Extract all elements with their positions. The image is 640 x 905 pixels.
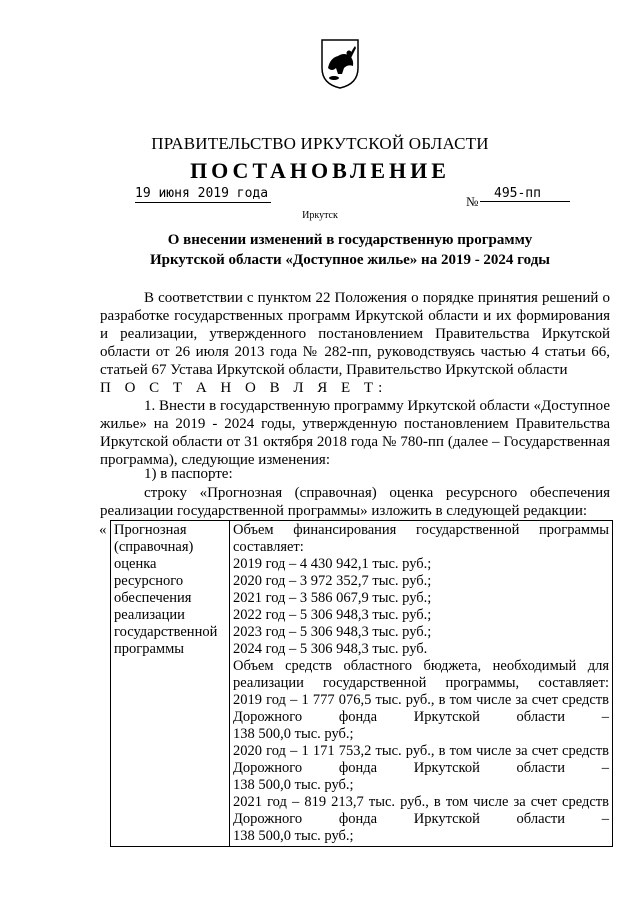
table-row (111, 521, 613, 847)
value-line: Объем средств областного бюджета, необходимый для (233, 658, 609, 674)
value-line: 2024 год – 5 306 948,3 тыс. руб. (233, 641, 428, 657)
open-quote: « (99, 522, 107, 538)
number-label: № (466, 194, 479, 209)
document-number: 495-пп (480, 186, 570, 202)
value-line: составляет: (233, 539, 304, 555)
value-line: 2022 год – 5 306 948,3 тыс. руб.; (233, 607, 432, 623)
document-type: ПОСТАНОВЛЕНИЕ (190, 158, 450, 183)
label-line: реализации (114, 607, 185, 623)
label-line: государственной (114, 624, 218, 640)
table-cell-label (111, 521, 230, 847)
value-line: Объем финансирования государственной программы (233, 522, 609, 538)
label-line: (справочная) (114, 539, 194, 555)
resolves-heading: П О С Т А Н О В Л Я Е Т: (100, 380, 388, 396)
value-line: Дорожного фонда Иркутской области – (233, 811, 609, 827)
value-line: Дорожного фонда Иркутской области – (233, 709, 609, 725)
value-line: 138 500,0 тыс. руб.; (233, 726, 354, 742)
city: Иркутск (302, 210, 338, 221)
value-line: Дорожного фонда Иркутской области – (233, 760, 609, 776)
label-line: Прогнозная (114, 522, 187, 538)
paragraph-row-statement: строку «Прогнозная (справочная) оценка ресурсного обеспечения реализации государственной программы» изложить в следующей редакции: (100, 485, 610, 519)
paragraph-item-1: 1. Внести в государственную программу Иркутской области «Доступное жилье» на 2019 - 2024 годы, утвержденную постановлением Правительства Иркутской области от 31 октября 2018 года № 780-пп (далее – Государственная программа), следующие изменения: (100, 398, 610, 468)
label-line: обеспечения (114, 590, 192, 606)
label-line: оценка ресурсного (114, 556, 184, 589)
document-title: О внесении изменений в государственную программу Иркутской области «Доступное жилье» на 2019 - 2024 годы (149, 232, 550, 268)
value-line: реализации государственной программы, составляет: (233, 675, 609, 691)
paragraph-preamble: В соответствии с пунктом 22 Положения о порядке принятия решений о разработке государственных программ Иркутской области и их формирования и реализации, утвержденного постановлением Правительства Иркутской области от 26 июля 2013 года № 282-пп, руководствуясь частью 4 статьи 66, статьей 67 Устава Иркутской области, Правительство Иркутской области (100, 290, 610, 378)
value-line: 2021 год – 819 213,7 тыс. руб., в том числе за счет средств (233, 794, 609, 810)
label-line: программы (114, 641, 184, 657)
value-line: 138 500,0 тыс. руб.; (233, 777, 354, 793)
value-line: 138 500,0 тыс. руб.; (233, 828, 354, 844)
coat-of-arms-icon (320, 38, 360, 90)
value-line: 2019 год – 4 430 942,1 тыс. руб.; (233, 556, 432, 572)
passport-table (110, 520, 613, 847)
value-line: 2020 год – 3 972 352,7 тыс. руб.; (233, 573, 432, 589)
value-line: 2019 год – 1 777 076,5 тыс. руб., в том числе за счет средств (233, 692, 609, 708)
value-line: 2023 год – 5 306 948,3 тыс. руб.; (233, 624, 432, 640)
table-cell-value (230, 521, 613, 847)
value-line: 2021 год – 3 586 067,9 тыс. руб.; (233, 590, 432, 606)
document-date: 19 июня 2019 года (135, 186, 271, 203)
paragraph-subitem-1: 1) в паспорте: (144, 466, 233, 482)
organization-name: ПРАВИТЕЛЬСТВО ИРКУТСКОЙ ОБЛАСТИ (151, 134, 489, 153)
value-line: 2020 год – 1 171 753,2 тыс. руб., в том числе за счет средств (233, 743, 609, 759)
